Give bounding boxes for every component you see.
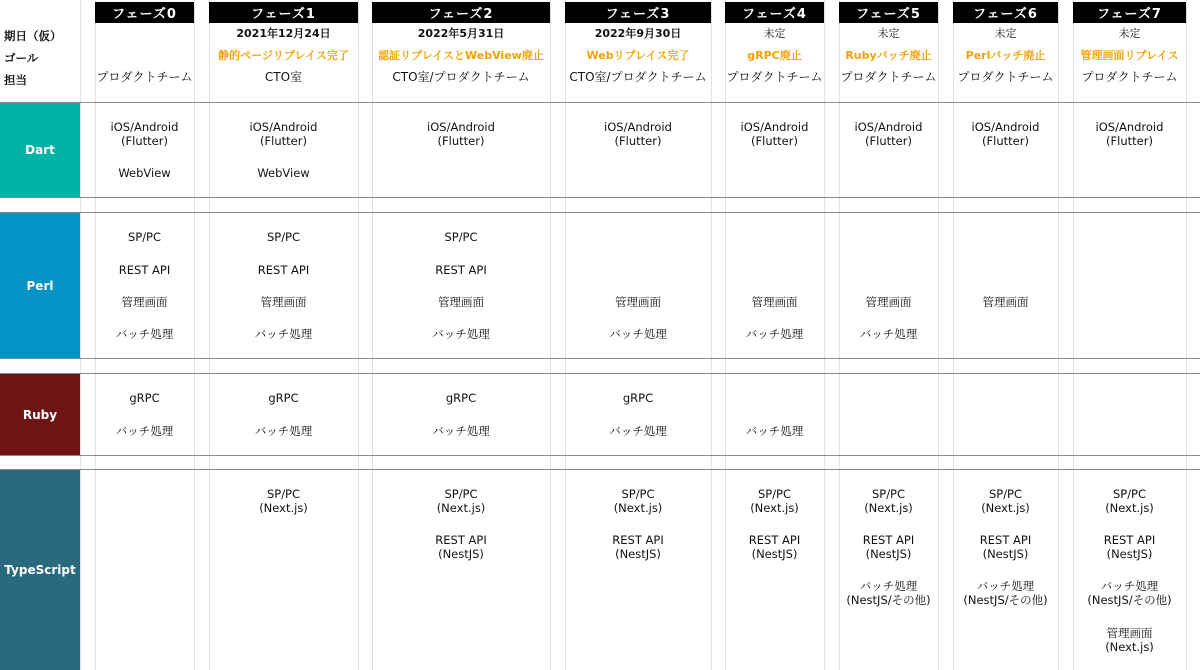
ruby-cell: バッチ処理 — [745, 424, 804, 438]
perl-cell: 管理画面 — [260, 295, 307, 309]
phase-date-6: 未定 — [994, 27, 1017, 40]
phase-header-6: フェーズ6 — [953, 2, 1058, 23]
ruby-cell: バッチ処理 — [254, 424, 313, 438]
perl-cell: バッチ処理 — [609, 327, 667, 341]
dart-cell: iOS/Android (Flutter) — [427, 120, 495, 148]
dart-cell: WebView — [118, 166, 171, 180]
perl-cell: SP/PC — [127, 230, 162, 244]
phase-goal-7: 管理画面リプレイス — [1080, 49, 1179, 62]
language-perl: Perl — [0, 213, 80, 358]
phase-date-1: 2021年12月24日 — [236, 27, 331, 40]
phase-owner-5: プロダクトチーム — [840, 70, 937, 84]
row-label-goal: ゴール — [4, 51, 39, 65]
typescript-cell: REST API (NestJS) — [1103, 533, 1156, 561]
perl-cell: 管理画面 — [751, 295, 798, 309]
perl-cell: 管理画面 — [121, 295, 168, 309]
typescript-cell: REST API (NestJS) — [612, 533, 664, 561]
typescript-cell: REST API (NestJS) — [748, 533, 801, 561]
phase-header-4: フェーズ4 — [725, 2, 824, 23]
row-divider — [0, 469, 1200, 470]
perl-cell: 管理画面 — [982, 295, 1029, 309]
dart-cell: iOS/Android (Flutter) — [110, 120, 179, 148]
ruby-cell: バッチ処理 — [609, 424, 667, 438]
phase-owner-2: CTO室/プロダクトチーム — [392, 70, 530, 84]
language-dart: Dart — [0, 103, 80, 197]
row-divider — [0, 455, 1200, 456]
phase-goal-4: gRPC廃止 — [747, 49, 802, 62]
phase-goal-1: 静的ページリプレイス完了 — [218, 49, 349, 62]
column-divider — [1073, 0, 1074, 670]
column-divider — [550, 0, 551, 670]
phase-header-1: フェーズ1 — [209, 2, 358, 23]
typescript-cell: バッチ処理 (NestJS/その他) — [963, 579, 1048, 607]
perl-cell: バッチ処理 — [432, 327, 490, 341]
typescript-cell: SP/PC (Next.js) — [613, 487, 663, 515]
ruby-cell: gRPC — [445, 391, 477, 405]
column-divider — [1186, 0, 1187, 670]
dart-cell: WebView — [257, 166, 310, 180]
perl-cell: REST API — [118, 263, 171, 277]
dart-cell: iOS/Android (Flutter) — [971, 120, 1040, 148]
phase-goal-2: 認証リプレイスとWebView廃止 — [378, 49, 544, 62]
typescript-cell: REST API (NestJS) — [435, 533, 487, 561]
typescript-cell: 管理画面 (Next.js) — [1105, 626, 1154, 654]
language-ruby: Ruby — [0, 374, 80, 455]
row-divider — [0, 197, 1200, 198]
row-divider — [0, 102, 1200, 103]
dart-cell: iOS/Android (Flutter) — [249, 120, 318, 148]
row-divider — [0, 358, 1200, 359]
column-divider — [1058, 0, 1059, 670]
perl-cell: バッチ処理 — [745, 327, 804, 341]
perl-cell: バッチ処理 — [254, 327, 313, 341]
language-typescript: TypeScript — [0, 470, 80, 670]
typescript-cell: バッチ処理 (NestJS/その他) — [846, 579, 931, 607]
phase-date-4: 未定 — [763, 27, 786, 40]
phase-header-2: フェーズ2 — [372, 2, 550, 23]
phase-owner-3: CTO室/プロダクトチーム — [569, 70, 707, 84]
ruby-cell: バッチ処理 — [115, 424, 174, 438]
ruby-cell: gRPC — [268, 391, 299, 405]
phase-date-3: 2022年9月30日 — [594, 27, 682, 40]
phase-date-7: 未定 — [1118, 27, 1141, 40]
phase-goal-5: Rubyバッチ廃止 — [845, 49, 932, 62]
phase-owner-0: プロダクトチーム — [96, 70, 193, 84]
perl-cell: 管理画面 — [615, 295, 661, 309]
phase-date-2: 2022年5月31日 — [417, 27, 505, 40]
typescript-cell: REST API (NestJS) — [862, 533, 915, 561]
phase-owner-7: プロダクトチーム — [1081, 70, 1178, 84]
row-divider — [0, 212, 1200, 213]
phase-owner-6: プロダクトチーム — [957, 70, 1054, 84]
row-label-owner: 担当 — [4, 73, 27, 87]
dart-cell: iOS/Android (Flutter) — [740, 120, 809, 148]
phase-header-3: フェーズ3 — [565, 2, 711, 23]
typescript-cell: バッチ処理 (NestJS/その他) — [1087, 579, 1172, 607]
typescript-cell: SP/PC (Next.js) — [864, 487, 913, 515]
typescript-cell: SP/PC (Next.js) — [436, 487, 486, 515]
phase-header-0: フェーズ0 — [95, 2, 194, 23]
row-divider — [0, 373, 1200, 374]
phase-owner-4: プロダクトチーム — [726, 70, 823, 84]
row-label-date: 期日（仮） — [4, 29, 62, 43]
phase-goal-3: Webリプレイス完了 — [586, 49, 690, 62]
perl-cell: バッチ処理 — [115, 327, 174, 341]
phase-owner-1: CTO室 — [264, 70, 303, 84]
phase-date-5: 未定 — [877, 27, 900, 40]
phase-header-7: フェーズ7 — [1073, 2, 1186, 23]
dart-cell: iOS/Android (Flutter) — [1095, 120, 1164, 148]
perl-cell: SP/PC — [266, 230, 301, 244]
perl-cell: REST API — [435, 263, 487, 277]
typescript-cell: REST API (NestJS) — [979, 533, 1032, 561]
ruby-cell: gRPC — [622, 391, 654, 405]
dart-cell: iOS/Android (Flutter) — [854, 120, 923, 148]
column-divider — [372, 0, 373, 670]
perl-cell: SP/PC — [444, 230, 478, 244]
ruby-cell: gRPC — [129, 391, 160, 405]
perl-cell: バッチ処理 — [859, 327, 918, 341]
typescript-cell: SP/PC (Next.js) — [1105, 487, 1154, 515]
phase-header-5: フェーズ5 — [839, 2, 938, 23]
dart-cell: iOS/Android (Flutter) — [604, 120, 672, 148]
typescript-cell: SP/PC (Next.js) — [981, 487, 1030, 515]
perl-cell: 管理画面 — [438, 295, 484, 309]
ruby-cell: バッチ処理 — [432, 424, 490, 438]
phase-goal-6: Perlバッチ廃止 — [965, 49, 1046, 62]
typescript-cell: SP/PC (Next.js) — [750, 487, 799, 515]
typescript-cell: SP/PC (Next.js) — [259, 487, 308, 515]
perl-cell: 管理画面 — [865, 295, 912, 309]
perl-cell: REST API — [257, 263, 310, 277]
